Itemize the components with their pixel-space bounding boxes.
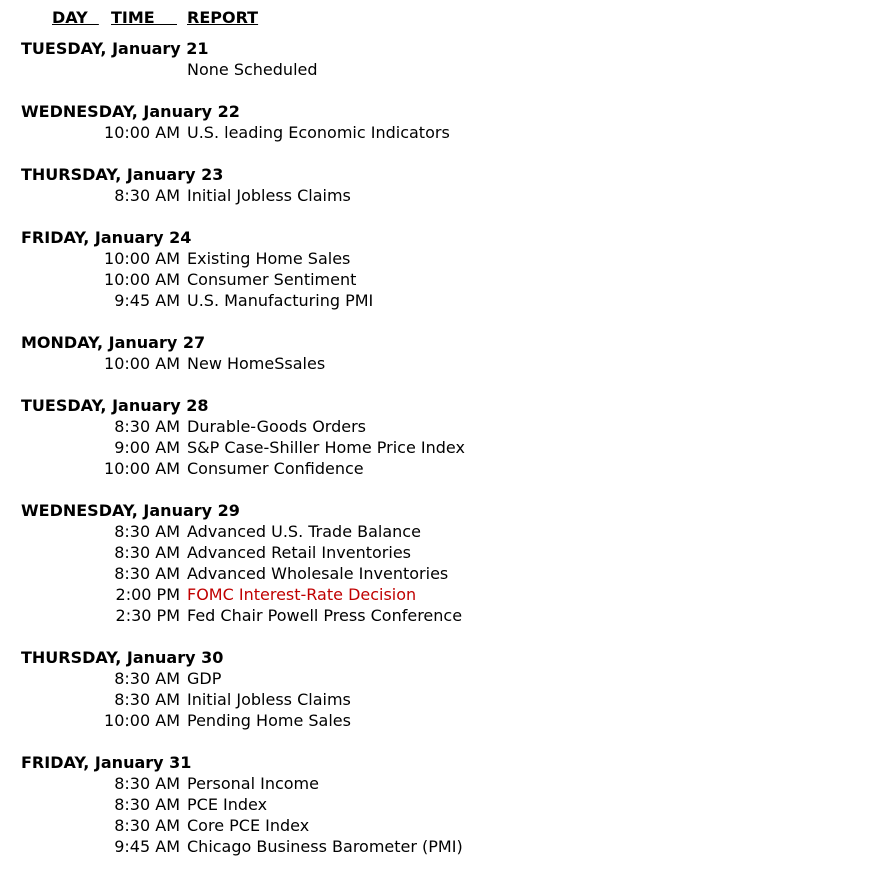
- day-heading-row: [0, 332, 877, 353]
- event-time: 9:45 AM: [114, 837, 180, 856]
- event-report: New HomeSsales: [187, 354, 326, 373]
- day-heading-row: [0, 500, 877, 521]
- event-report: Advanced Retail Inventories: [187, 543, 411, 562]
- event-row: [0, 416, 877, 437]
- event-time: 8:30 AM: [114, 669, 180, 688]
- event-row: [0, 521, 877, 542]
- event-report: Existing Home Sales: [187, 249, 351, 268]
- event-report: Pending Home Sales: [187, 711, 351, 730]
- event-report: Chicago Business Barometer (PMI): [187, 837, 463, 856]
- event-row: [0, 542, 877, 563]
- event-report: Core PCE Index: [187, 816, 310, 835]
- event-time: 9:45 AM: [114, 291, 180, 310]
- event-report: U.S. leading Economic Indicators: [187, 123, 450, 142]
- event-report: None Scheduled: [187, 60, 318, 79]
- event-row: [0, 269, 877, 290]
- event-row: [0, 605, 877, 626]
- event-time: 2:00 PM: [115, 585, 180, 604]
- event-time: 8:30 AM: [114, 417, 180, 436]
- event-time: 10:00 AM: [104, 249, 180, 268]
- event-row: [0, 563, 877, 584]
- day-heading: TUESDAY, January 21: [21, 39, 209, 58]
- event-row: [0, 59, 877, 80]
- day-heading-row: [0, 164, 877, 185]
- event-time: 10:00 AM: [104, 459, 180, 478]
- day-heading-row: [0, 101, 877, 122]
- day-heading: THURSDAY, January 30: [21, 648, 224, 667]
- event-report: Personal Income: [187, 774, 319, 793]
- event-report: Consumer Confidence: [187, 459, 364, 478]
- report-column-header: REPORT: [187, 8, 259, 27]
- event-report: Fed Chair Powell Press Conference: [187, 606, 463, 625]
- event-report: S&P Case-Shiller Home Price Index: [187, 438, 465, 457]
- day-heading: WEDNESDAY, January 22: [21, 102, 240, 121]
- event-time: 8:30 AM: [114, 774, 180, 793]
- event-row: [0, 710, 877, 731]
- event-time: 8:30 AM: [114, 522, 180, 541]
- event-report: Durable-Goods Orders: [187, 417, 367, 436]
- event-row: [0, 836, 877, 857]
- event-report-highlighted: FOMC Interest-Rate Decision: [187, 585, 417, 604]
- event-report: Initial Jobless Claims: [187, 690, 351, 709]
- event-time: 10:00 AM: [104, 270, 180, 289]
- day-heading: FRIDAY, January 31: [21, 753, 192, 772]
- event-report: Advanced U.S. Trade Balance: [187, 522, 421, 541]
- day-heading: THURSDAY, January 23: [21, 165, 224, 184]
- day-heading-row: [0, 395, 877, 416]
- event-time: 8:30 AM: [114, 690, 180, 709]
- event-report: GDP: [187, 669, 222, 688]
- event-row: [0, 668, 877, 689]
- day-heading-row: [0, 752, 877, 773]
- event-row: [0, 584, 877, 605]
- day-heading: MONDAY, January 27: [21, 333, 206, 352]
- event-time: 8:30 AM: [114, 564, 180, 583]
- event-report: Advanced Wholesale Inventories: [187, 564, 449, 583]
- event-time: 8:30 AM: [114, 816, 180, 835]
- day-heading: TUESDAY, January 28: [21, 396, 209, 415]
- column-header-row: [0, 7, 877, 28]
- event-time: 9:00 AM: [114, 438, 180, 457]
- day-heading-row: [0, 38, 877, 59]
- event-row: [0, 353, 877, 374]
- event-row: [0, 773, 877, 794]
- event-row: [0, 185, 877, 206]
- day-heading-row: [0, 227, 877, 248]
- event-time: 10:00 AM: [104, 123, 180, 142]
- day-heading-row: [0, 647, 877, 668]
- event-report: Consumer Sentiment: [187, 270, 357, 289]
- event-row: [0, 437, 877, 458]
- event-time: 10:00 AM: [104, 354, 180, 373]
- event-row: [0, 458, 877, 479]
- event-time: 10:00 AM: [104, 711, 180, 730]
- event-report: U.S. Manufacturing PMI: [187, 291, 374, 310]
- event-row: [0, 689, 877, 710]
- event-time: 8:30 AM: [114, 795, 180, 814]
- day-heading: FRIDAY, January 24: [21, 228, 192, 247]
- event-time: 8:30 AM: [114, 186, 180, 205]
- event-time: 8:30 AM: [114, 543, 180, 562]
- event-row: [0, 290, 877, 311]
- event-row: [0, 248, 877, 269]
- day-column-header: DAY: [52, 8, 99, 27]
- event-report: Initial Jobless Claims: [187, 186, 351, 205]
- day-heading: WEDNESDAY, January 29: [21, 501, 240, 520]
- time-column-header: TIME: [111, 8, 177, 27]
- event-report: PCE Index: [187, 795, 268, 814]
- event-time: 2:30 PM: [115, 606, 180, 625]
- event-row: [0, 815, 877, 836]
- event-row: [0, 794, 877, 815]
- event-row: [0, 122, 877, 143]
